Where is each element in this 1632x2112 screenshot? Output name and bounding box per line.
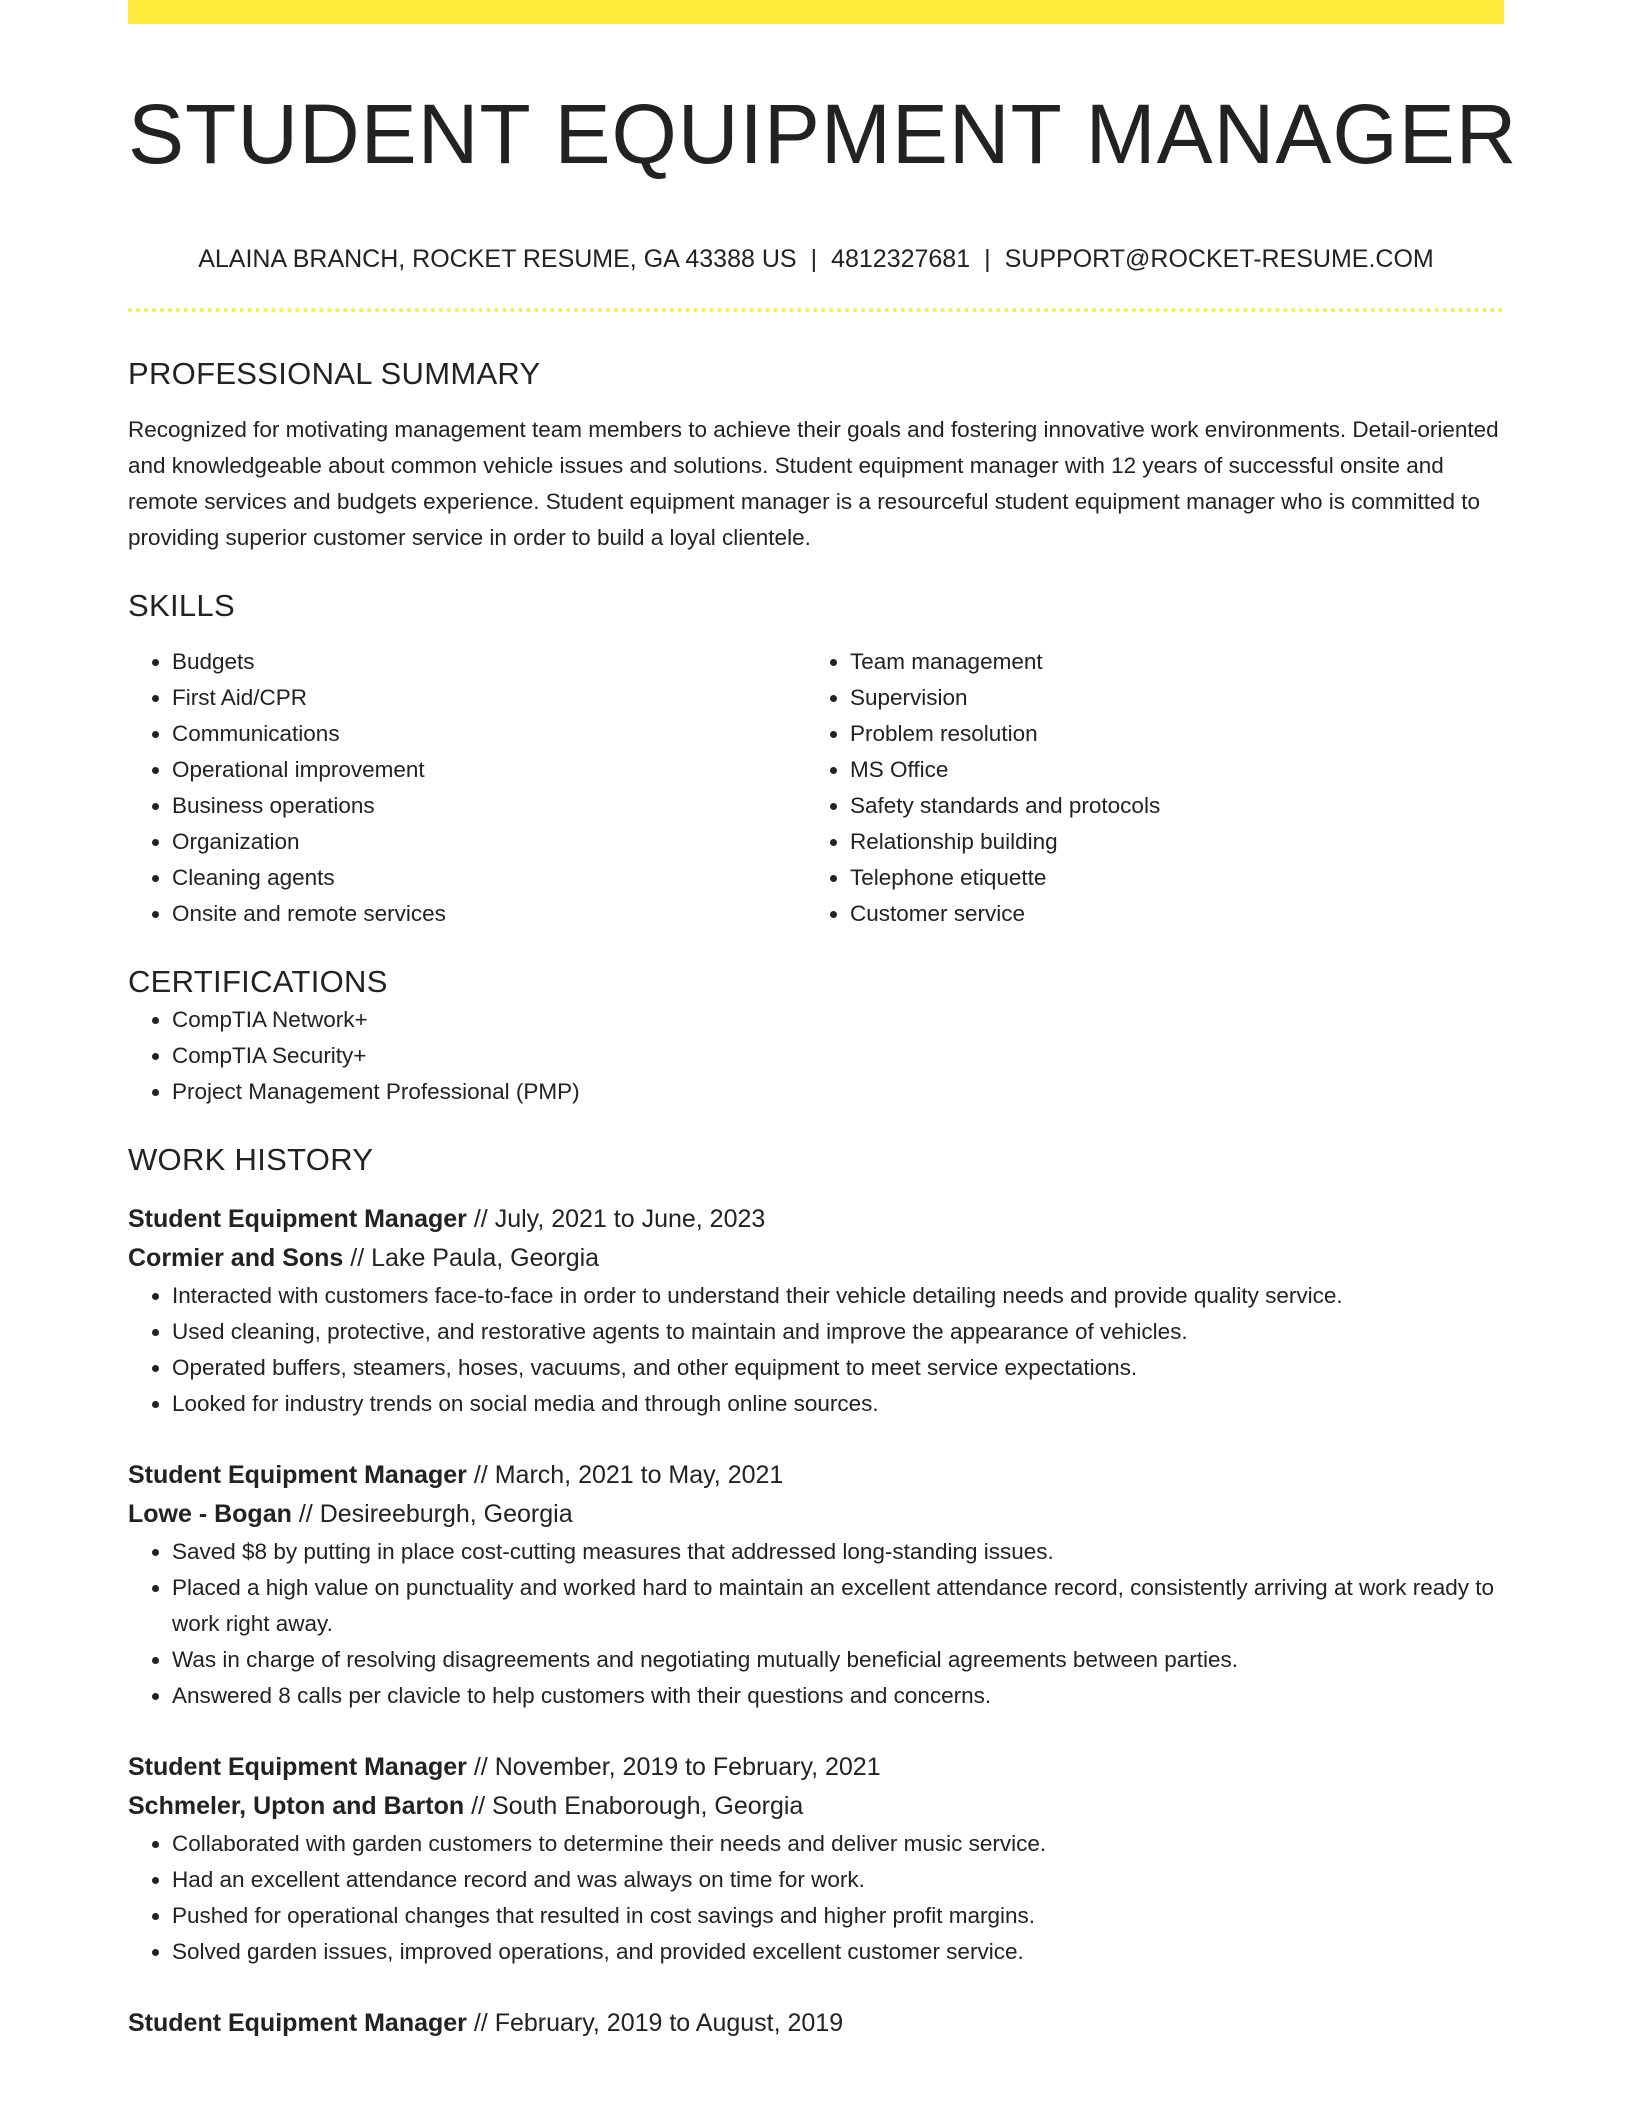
job-entry xyxy=(128,1200,1504,1422)
skill-item: • Communications xyxy=(172,716,806,752)
job-title: Student Equipment Manager xyxy=(128,1205,467,1233)
job-separator: // xyxy=(473,1753,488,1781)
contact-phone: 4812327681 xyxy=(831,245,971,273)
job-separator: // xyxy=(473,1461,488,1489)
resume-title: STUDENT EQUIPMENT MANAGER xyxy=(128,87,1518,181)
job-separator: // xyxy=(350,1244,365,1272)
top-accent-bar xyxy=(128,0,1504,24)
certification-item: • Project Management Professional (PMP) xyxy=(172,1074,1504,1110)
skill-item: • MS Office xyxy=(850,752,1484,788)
job-title: Student Equipment Manager xyxy=(128,1753,467,1781)
job-bullet: • Looked for industry trends on social media and through online sources. xyxy=(172,1386,1504,1422)
job-location: Lake Paula, Georgia xyxy=(371,1244,600,1272)
contact-separator: | xyxy=(984,245,991,273)
job-bullet: • Answered 8 calls per clavicle to help customers with their questions and concerns. xyxy=(172,1678,1504,1714)
job-entry xyxy=(128,1456,1504,1714)
certifications-heading: CERTIFICATIONS xyxy=(128,964,388,999)
job-bullet: • Was in charge of resolving disagreements and negotiating mutually beneficial agreements between parties. xyxy=(172,1642,1504,1678)
certification-item: • CompTIA Network+ xyxy=(172,1002,1504,1038)
job-dates: February, 2019 to August, 2019 xyxy=(494,2009,844,2037)
skill-item: • Safety standards and protocols xyxy=(850,788,1484,824)
skills-list-right xyxy=(806,644,1484,932)
contact-line xyxy=(128,242,1504,276)
skill-item: • Relationship building xyxy=(850,824,1484,860)
job-separator: // xyxy=(471,1792,486,1820)
certifications-list xyxy=(128,1002,1504,1110)
job-bullet: • Saved $8 by putting in place cost-cutting measures that addressed long-standing issues. xyxy=(172,1534,1504,1570)
job-entry xyxy=(128,1748,1504,1970)
job-bullet: • Solved garden issues, improved operations, and provided excellent customer service. xyxy=(172,1934,1504,1970)
job-separator: // xyxy=(473,2009,488,2037)
job-dates: July, 2021 to June, 2023 xyxy=(494,1205,766,1233)
certification-item: • CompTIA Security+ xyxy=(172,1038,1504,1074)
job-title-line xyxy=(128,1200,1504,1238)
job-bullet: • Interacted with customers face-to-face in order to understand their vehicle detailing needs and provide quality service. xyxy=(172,1278,1504,1314)
skill-item: • Supervision xyxy=(850,680,1484,716)
skill-item: • Organization xyxy=(172,824,806,860)
skills-columns xyxy=(128,644,1504,932)
job-bullet: • Collaborated with garden customers to determine their needs and deliver music service. xyxy=(172,1826,1504,1862)
job-company-line xyxy=(128,1494,1504,1534)
job-company-line xyxy=(128,1238,1504,1278)
job-company-line xyxy=(128,1786,1504,1826)
skill-item: • Onsite and remote services xyxy=(172,896,806,932)
contact-email: SUPPORT@ROCKET-RESUME.COM xyxy=(1004,245,1434,273)
job-dates: November, 2019 to February, 2021 xyxy=(494,1753,881,1781)
contact-separator: | xyxy=(810,245,818,273)
skill-item: • Team management xyxy=(850,644,1484,680)
job-company: Lowe - Bogan xyxy=(128,1500,292,1528)
job-bullet-list xyxy=(128,1278,1504,1422)
job-location: Desireeburgh, Georgia xyxy=(319,1500,573,1528)
skills-heading: SKILLS xyxy=(128,588,235,623)
work-history-heading: WORK HISTORY xyxy=(128,1142,374,1177)
skill-item: • Operational improvement xyxy=(172,752,806,788)
skill-item: • Customer service xyxy=(850,896,1484,932)
skill-item: • First Aid/CPR xyxy=(172,680,806,716)
contact-address: ALAINA BRANCH, ROCKET RESUME, GA 43388 US xyxy=(198,245,797,273)
header-divider xyxy=(128,308,1504,312)
job-bullet-list xyxy=(128,1534,1504,1714)
job-company: Schmeler, Upton and Barton xyxy=(128,1792,465,1820)
job-company: Cormier and Sons xyxy=(128,1244,344,1272)
job-entry xyxy=(128,2004,1504,2042)
job-dates: March, 2021 to May, 2021 xyxy=(494,1461,784,1489)
job-location: South Enaborough, Georgia xyxy=(491,1792,804,1820)
skill-item: • Business operations xyxy=(172,788,806,824)
skill-item: • Telephone etiquette xyxy=(850,860,1484,896)
job-bullet-list xyxy=(128,1826,1504,1970)
job-title-line xyxy=(128,2004,1504,2042)
resume-page xyxy=(128,0,1518,2042)
job-bullet: • Pushed for operational changes that resulted in cost savings and higher profit margins. xyxy=(172,1898,1504,1934)
skill-item: • Problem resolution xyxy=(850,716,1484,752)
job-bullet: • Used cleaning, protective, and restorative agents to maintain and improve the appearance of vehicles. xyxy=(172,1314,1504,1350)
summary-text: Recognized for motivating management team members to achieve their goals and fostering innovative work environments. Detail-oriented and knowledgeable about common vehicle issues and solutions. Student equipment manager with 12 years of successful onsite and remote services and budgets experience. Student equipment manager is a resourceful student equipment manager who is committed to providing superior customer service in order to build a loyal clientele. xyxy=(128,417,1499,550)
job-bullet: • Placed a high value on punctuality and worked hard to maintain an excellent attendance record, consistently arriving at work ready to work right away. xyxy=(172,1570,1504,1642)
job-bullet: • Operated buffers, steamers, hoses, vacuums, and other equipment to meet service expectations. xyxy=(172,1350,1504,1386)
job-title-line xyxy=(128,1456,1504,1494)
job-title-line xyxy=(128,1748,1504,1786)
skills-list-left xyxy=(128,644,806,932)
summary-heading: PROFESSIONAL SUMMARY xyxy=(128,356,541,391)
job-separator: // xyxy=(298,1500,313,1528)
job-bullet: • Had an excellent attendance record and was always on time for work. xyxy=(172,1862,1504,1898)
skill-item: • Budgets xyxy=(172,644,806,680)
job-title: Student Equipment Manager xyxy=(128,2009,467,2037)
job-title: Student Equipment Manager xyxy=(128,1461,467,1489)
job-separator: // xyxy=(473,1205,488,1233)
skill-item: • Cleaning agents xyxy=(172,860,806,896)
work-history-list xyxy=(128,1200,1504,2042)
